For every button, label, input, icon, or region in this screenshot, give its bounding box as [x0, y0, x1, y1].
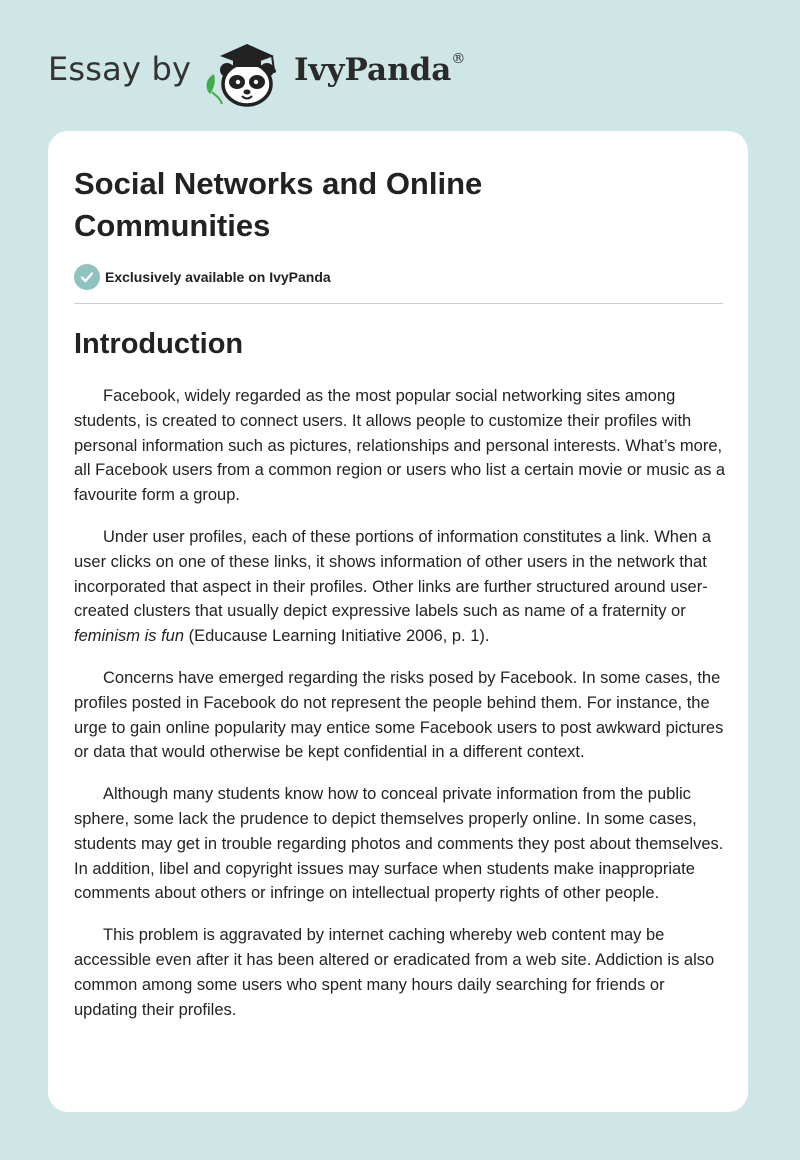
article-body [74, 384, 726, 1039]
divider [74, 303, 723, 304]
page-title: Social Networks and Online Communities [74, 166, 483, 243]
registered-mark: ® [451, 50, 466, 67]
paragraph: Under user profiles, each of these portions of information constitutes a link. When a user clicks on one of these links, it shows information of other users in the network that incorporated that aspect in their profiles. Other links are further structured around user-created clusters that usually depict expressive labels such as name of a fraternity or feminism is fun (Educause Learning Initiative 2006, p. 1). [74, 527, 712, 646]
panda-graduate-icon[interactable] [200, 34, 292, 110]
section-heading: Introduction [74, 328, 244, 360]
paragraph: Facebook, widely regarded as the most popular social networking sites among students, is created to connect users. It allows people to customize their profiles with personal information such as pictures, relationships and personal interests. What’s more, all Facebook users from a common region or users who list a certain movie or music as a favourite form a group. [74, 387, 726, 505]
paragraph: Although many students know how to conceal private information from the public sphere, some lack the prudence to depict themselves properly online. In some cases, students may get in trouble regarding photos and comments they post about themselves. In addition, libel and copyright issues may surface when students make inappropriate comments about others or infringe on intellectual property rights of other people. [74, 785, 724, 903]
paragraph: Concerns have emerged regarding the risks posed by Facebook. In some cases, the profiles posted in Facebook do not represent the people behind them. For instance, the urge to gain online popularity may entice some Facebook users to post awkward pictures or data that would otherwise be kept confidential in a different context. [74, 668, 724, 762]
brand-prefix: Essay by [48, 50, 192, 88]
exclusive-badge [74, 264, 331, 290]
emphasis-text: feminism is fun [74, 627, 185, 646]
exclusive-label: Exclusively available on IvyPanda [105, 269, 331, 285]
paragraph: This problem is aggravated by internet caching whereby web content may be accessible even after it has been altered or eradicated from a web site. Addiction is also common among some users who spent many hours daily searching for friends or updating their profiles. [74, 926, 715, 1019]
brand-name[interactable]: IvyPanda® [294, 50, 466, 88]
check-icon [74, 264, 100, 290]
article-card [48, 131, 748, 1112]
site-header [0, 0, 800, 130]
